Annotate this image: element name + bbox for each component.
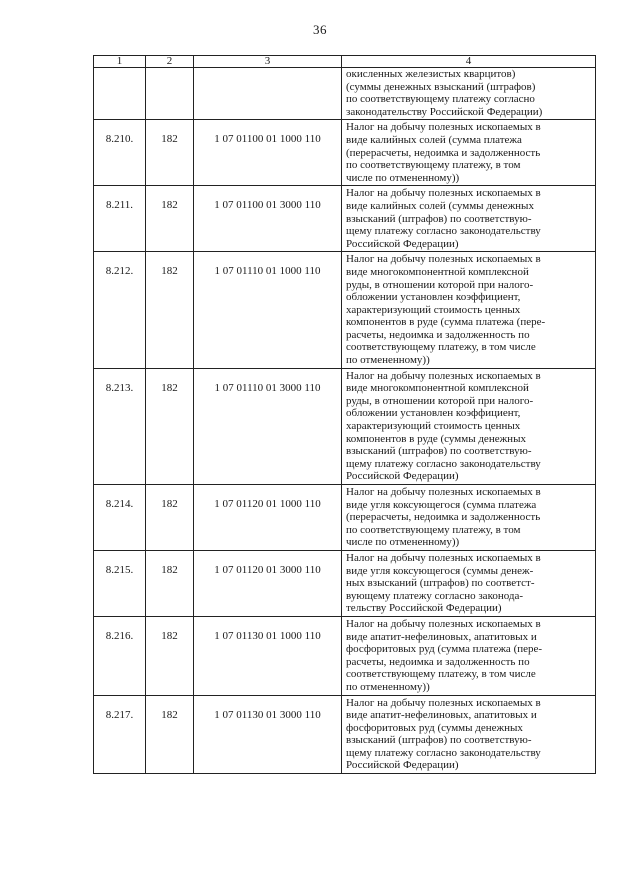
description-line: Налог на добычу полезных ископаемых в [346, 551, 541, 564]
admin-code-cell: 182 [146, 252, 194, 368]
budget-codes-table [93, 55, 596, 774]
budget-code-cell: 1 07 01130 01 1000 110 [194, 616, 342, 695]
description-line: щему платежу согласно законодательству [346, 225, 541, 238]
description-line: виде угля коксующегося (суммы денеж- [346, 564, 534, 577]
description-line: обложении установлен коэффициент, [346, 291, 521, 304]
description-line: тельству Российской Федерации) [346, 602, 502, 615]
description-line: соответствующему платежу, в том числе [346, 341, 536, 354]
description-line: Налог на добычу полезных ископаемых в [346, 253, 541, 266]
description-line: виде калийных солей (суммы денежных [346, 199, 534, 212]
description-line: ных взысканий (штрафов) по соответст- [346, 577, 535, 590]
header-row [94, 56, 596, 68]
description-line: щему платежу согласно законодательству [346, 457, 541, 470]
header-col-4: 4 [342, 56, 596, 68]
admin-code-cell: 182 [146, 368, 194, 484]
description-line: расчеты, недоимка и задолженность по [346, 655, 530, 668]
description-line: характеризующий стоимость ценных [346, 303, 521, 316]
description-line: Налог на добычу полезных ископаемых в [346, 696, 541, 709]
budget-code-cell: 1 07 01110 01 3000 110 [194, 368, 342, 484]
description-line: по соответствующему платежу, в том [346, 523, 521, 536]
header-col-1: 1 [94, 56, 146, 68]
budget-code-cell: 1 07 01120 01 1000 110 [194, 485, 342, 551]
description-line: по отмененному)) [346, 354, 430, 367]
table-row [94, 485, 596, 551]
table-row [94, 695, 596, 774]
table-row [94, 186, 596, 252]
row-number-cell [94, 68, 146, 120]
description-line: (перерасчеты, недоимка и задолженность [346, 146, 541, 159]
header-col-2: 2 [146, 56, 194, 68]
description-cell [342, 616, 596, 695]
description-line: руды, в отношении которой при налого- [346, 278, 534, 291]
description-line: виде многокомпонентной комплексной [346, 265, 529, 278]
budget-code-cell: 1 07 01100 01 3000 110 [194, 186, 342, 252]
header-col-3: 3 [194, 56, 342, 68]
table-row [94, 550, 596, 616]
description-line: обложении установлен коэффициент, [346, 407, 521, 420]
row-number-cell: 8.211. [94, 186, 146, 252]
admin-code-cell: 182 [146, 550, 194, 616]
budget-code-cell: 1 07 01130 01 3000 110 [194, 695, 342, 774]
description-line: числе по отмененному)) [346, 536, 460, 549]
budget-code-cell: 1 07 01110 01 1000 110 [194, 252, 342, 368]
table-row [94, 120, 596, 186]
row-number-cell: 8.217. [94, 695, 146, 774]
row-number-cell: 8.212. [94, 252, 146, 368]
description-cell [342, 695, 596, 774]
description-line: (суммы денежных взысканий (штрафов) [346, 80, 536, 93]
table-row [94, 616, 596, 695]
row-number-cell: 8.214. [94, 485, 146, 551]
budget-code-cell: 1 07 01120 01 3000 110 [194, 550, 342, 616]
description-line: взысканий (штрафов) по соответствую- [346, 445, 532, 458]
row-number-cell: 8.213. [94, 368, 146, 484]
page-number: 36 [313, 22, 327, 37]
admin-code-cell: 182 [146, 695, 194, 774]
description-line: взысканий (штрафов) по соответствую- [346, 734, 532, 747]
description-line: Налог на добычу полезных ископаемых в [346, 121, 541, 134]
description-cell [342, 68, 596, 120]
admin-code-cell [146, 68, 194, 120]
description-cell [342, 186, 596, 252]
budget-code-cell: 1 07 01100 01 1000 110 [194, 120, 342, 186]
description-line: по соответствующему платежу, в том [346, 159, 521, 172]
row-number-cell: 8.216. [94, 616, 146, 695]
admin-code-cell: 182 [146, 120, 194, 186]
table-body [94, 68, 596, 774]
description-line: вующему платежу согласно законода- [346, 589, 524, 602]
description-line: законодательству Российской Федерации) [346, 105, 543, 118]
description-cell [342, 485, 596, 551]
description-line: компонентов в руде (сумма платежа (пере- [346, 316, 546, 329]
description-line: характеризующий стоимость ценных [346, 420, 521, 433]
description-line: виде многокомпонентной комплексной [346, 382, 529, 395]
description-line: по соответствующему платежу согласно [346, 93, 535, 106]
row-number-cell: 8.215. [94, 550, 146, 616]
table-row [94, 368, 596, 484]
description-line: виде апатит-нефелиновых, апатитовых и [346, 630, 537, 643]
description-line: окисленных железистых кварцитов) [346, 68, 516, 80]
description-line: расчеты, недоимка и задолженность по [346, 328, 530, 341]
description-line: компонентов в руде (суммы денежных [346, 432, 526, 445]
description-cell [342, 368, 596, 484]
description-cell [342, 252, 596, 368]
description-line: числе по отмененному)) [346, 171, 460, 184]
description-line: виде угля коксующегося (сумма платежа [346, 498, 537, 511]
description-line: руды, в отношении которой при налого- [346, 394, 534, 407]
row-number-cell: 8.210. [94, 120, 146, 186]
budget-code-cell [194, 68, 342, 120]
description-line: взысканий (штрафов) по соответствую- [346, 212, 532, 225]
description-line: фосфоритовых руд (суммы денежных [346, 721, 523, 734]
description-line: Налог на добычу полезных ископаемых в [346, 187, 541, 200]
description-line: Российской Федерации) [346, 759, 459, 772]
admin-code-cell: 182 [146, 485, 194, 551]
description-line: виде калийных солей (сумма платежа [346, 133, 522, 146]
admin-code-cell: 182 [146, 186, 194, 252]
description-line: фосфоритовых руд (сумма платежа (пере- [346, 643, 543, 656]
table-row [94, 252, 596, 368]
description-line: соответствующему платежу, в том числе [346, 668, 536, 681]
description-line: Российской Федерации) [346, 470, 459, 483]
description-line: Российской Федерации) [346, 237, 459, 250]
description-line: по отмененному)) [346, 680, 430, 693]
description-cell [342, 550, 596, 616]
description-line: виде апатит-нефелиновых, апатитовых и [346, 709, 537, 722]
description-cell [342, 120, 596, 186]
description-line: щему платежу согласно законодательству [346, 746, 541, 759]
admin-code-cell: 182 [146, 616, 194, 695]
description-line: Налог на добычу полезных ископаемых в [346, 369, 541, 382]
table-row [94, 68, 596, 120]
description-line: Налог на добычу полезных ископаемых в [346, 617, 541, 630]
description-line: Налог на добычу полезных ископаемых в [346, 486, 541, 498]
description-line: (перерасчеты, недоимка и задолженность [346, 511, 541, 524]
